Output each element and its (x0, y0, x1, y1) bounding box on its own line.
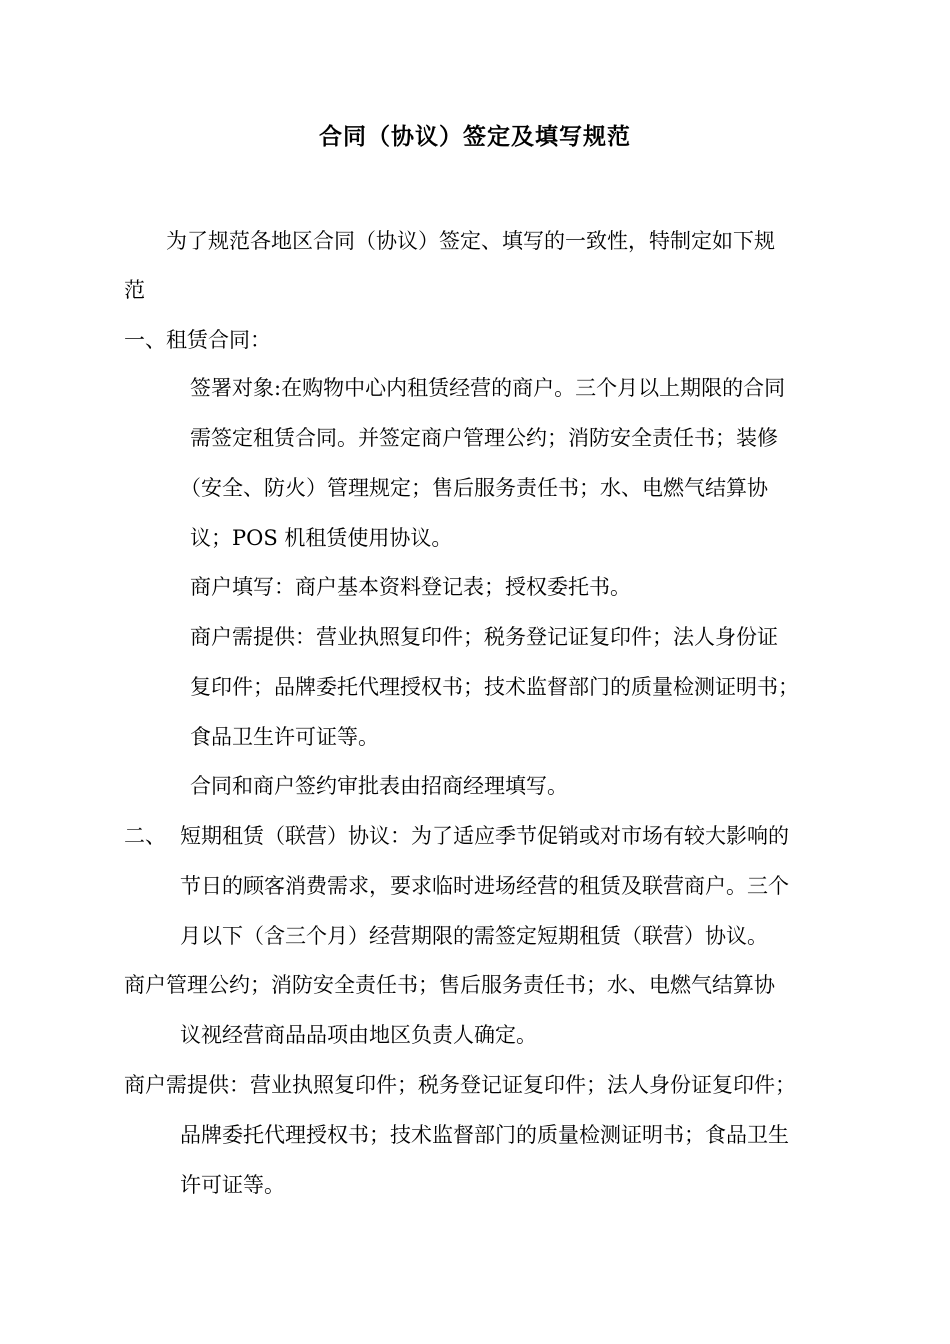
merchant-fill-line: 商户填写：商户基本资料登记表；授权委托书。 (190, 575, 631, 599)
section2-line-2: 节日的顾客消费需求，要求临时进场经营的租赁及联营商户。三个 (180, 874, 789, 898)
intro-line-1: 为了规范各地区合同（协议）签定、填写的一致性，特制定如下规 (166, 229, 775, 253)
section1-heading: 一、租赁合同： (124, 328, 271, 352)
provide-line-1: 商户需提供：营业执照复印件；税务登记证复印件；法人身份证复印件； (124, 1073, 796, 1097)
section2-line-3: 月以下（含三个月）经营期限的需签定短期租赁（联营）协议。 (180, 924, 768, 948)
intro-line-2: 范 (124, 278, 145, 302)
management-line-2: 议视经营商品品项由地区负责人确定。 (180, 1023, 537, 1047)
signing-target-line-3: （安全、防火）管理规定；售后服务责任书；水、电燃气结算协 (180, 476, 768, 500)
signing-target-line-4: 议；POS 机租赁使用协议。 (190, 526, 453, 550)
section2-line-1: 短期租赁（联营）协议：为了适应季节促销或对市场有较大影响的 (180, 824, 789, 848)
signing-target-line-1: 签署对象:在购物中心内租赁经营的商户。三个月以上期限的合同 (190, 376, 786, 400)
section2-number: 二、 (124, 824, 166, 848)
merchant-provide-line-2: 复印件；品牌委托代理授权书；技术监督部门的质量检测证明书； (190, 675, 799, 699)
management-line-1: 商户管理公约；消防安全责任书；售后服务责任书；水、电燃气结算协 (124, 973, 775, 997)
approval-line: 合同和商户签约审批表由招商经理填写。 (190, 774, 568, 798)
document-title: 合同（协议）签定及填写规范 (319, 123, 631, 150)
provide-line-2: 品牌委托代理授权书；技术监督部门的质量检测证明书；食品卫生 (180, 1123, 789, 1147)
merchant-provide-line-1: 商户需提供：营业执照复印件；税务登记证复印件；法人身份证 (190, 625, 778, 649)
signing-target-line-2: 需签定租赁合同。并签定商户管理公约；消防安全责任书；装修 (190, 426, 778, 450)
merchant-provide-line-3: 食品卫生许可证等。 (190, 725, 379, 749)
provide-line-3: 许可证等。 (180, 1173, 285, 1197)
